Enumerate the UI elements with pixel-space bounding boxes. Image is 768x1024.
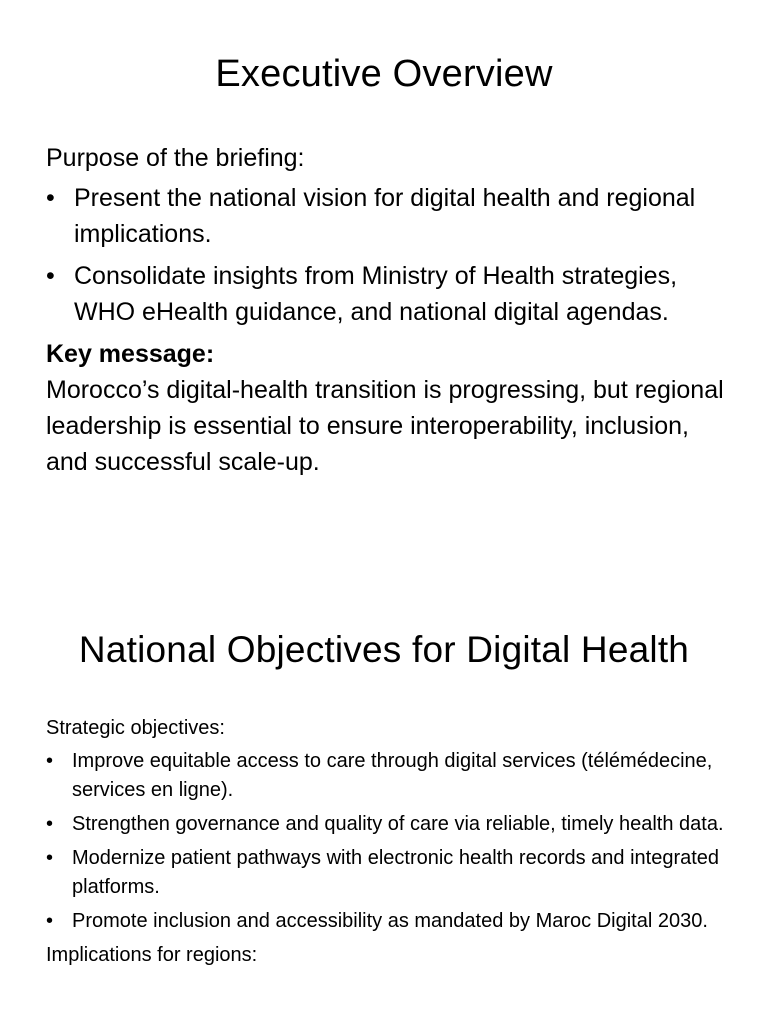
- bullet-icon: •: [46, 847, 54, 869]
- implications-label: Implications for regions:: [46, 944, 258, 966]
- slide-title: National Objectives for Digital Health: [78, 629, 690, 670]
- slide-body: [46, 140, 736, 480]
- bullet-icon: •: [46, 910, 54, 932]
- bullet-icon: •: [46, 262, 55, 290]
- bullet-text: Strengthen governance and quality of care via reliable, timely health data.: [72, 813, 724, 835]
- bullet-list: [46, 747, 736, 936]
- bullet-icon: •: [46, 813, 54, 835]
- bullet-text: Present the national vision for digital health and regional implications.: [74, 184, 696, 248]
- slide-national-objectives: [0, 576, 768, 1024]
- list-item: [46, 747, 736, 805]
- list-item: [46, 258, 736, 330]
- bullet-text: Consolidate insights from Ministry of Health strategies, WHO eHealth guidance, and national digital agendas.: [74, 262, 678, 326]
- bullet-text: Promote inclusion and accessibility as mandated by Maroc Digital 2030.: [72, 910, 708, 932]
- intro-text: Strategic objectives:: [46, 717, 225, 739]
- bullet-list: [46, 180, 736, 330]
- list-item: [46, 844, 736, 902]
- bullet-icon: •: [46, 750, 54, 772]
- list-item: [46, 180, 736, 252]
- key-message-text: Morocco’s digital-health transition is progressing, but regional leadership is essential to ensure interoperability, inclusion, and successful scale-up.: [46, 376, 724, 476]
- key-message-label: Key message:: [46, 340, 215, 368]
- bullet-icon: •: [46, 184, 55, 212]
- list-item: [46, 810, 736, 839]
- bullet-text: Improve equitable access to care through digital services (télémédecine, services en ligne).: [72, 750, 713, 801]
- intro-text: Purpose of the briefing:: [46, 144, 305, 172]
- slide-body: [46, 714, 736, 970]
- list-item: [46, 907, 736, 936]
- bullet-text: Modernize patient pathways with electronic health records and integrated platforms.: [72, 847, 720, 898]
- slide-title: Executive Overview: [215, 53, 553, 95]
